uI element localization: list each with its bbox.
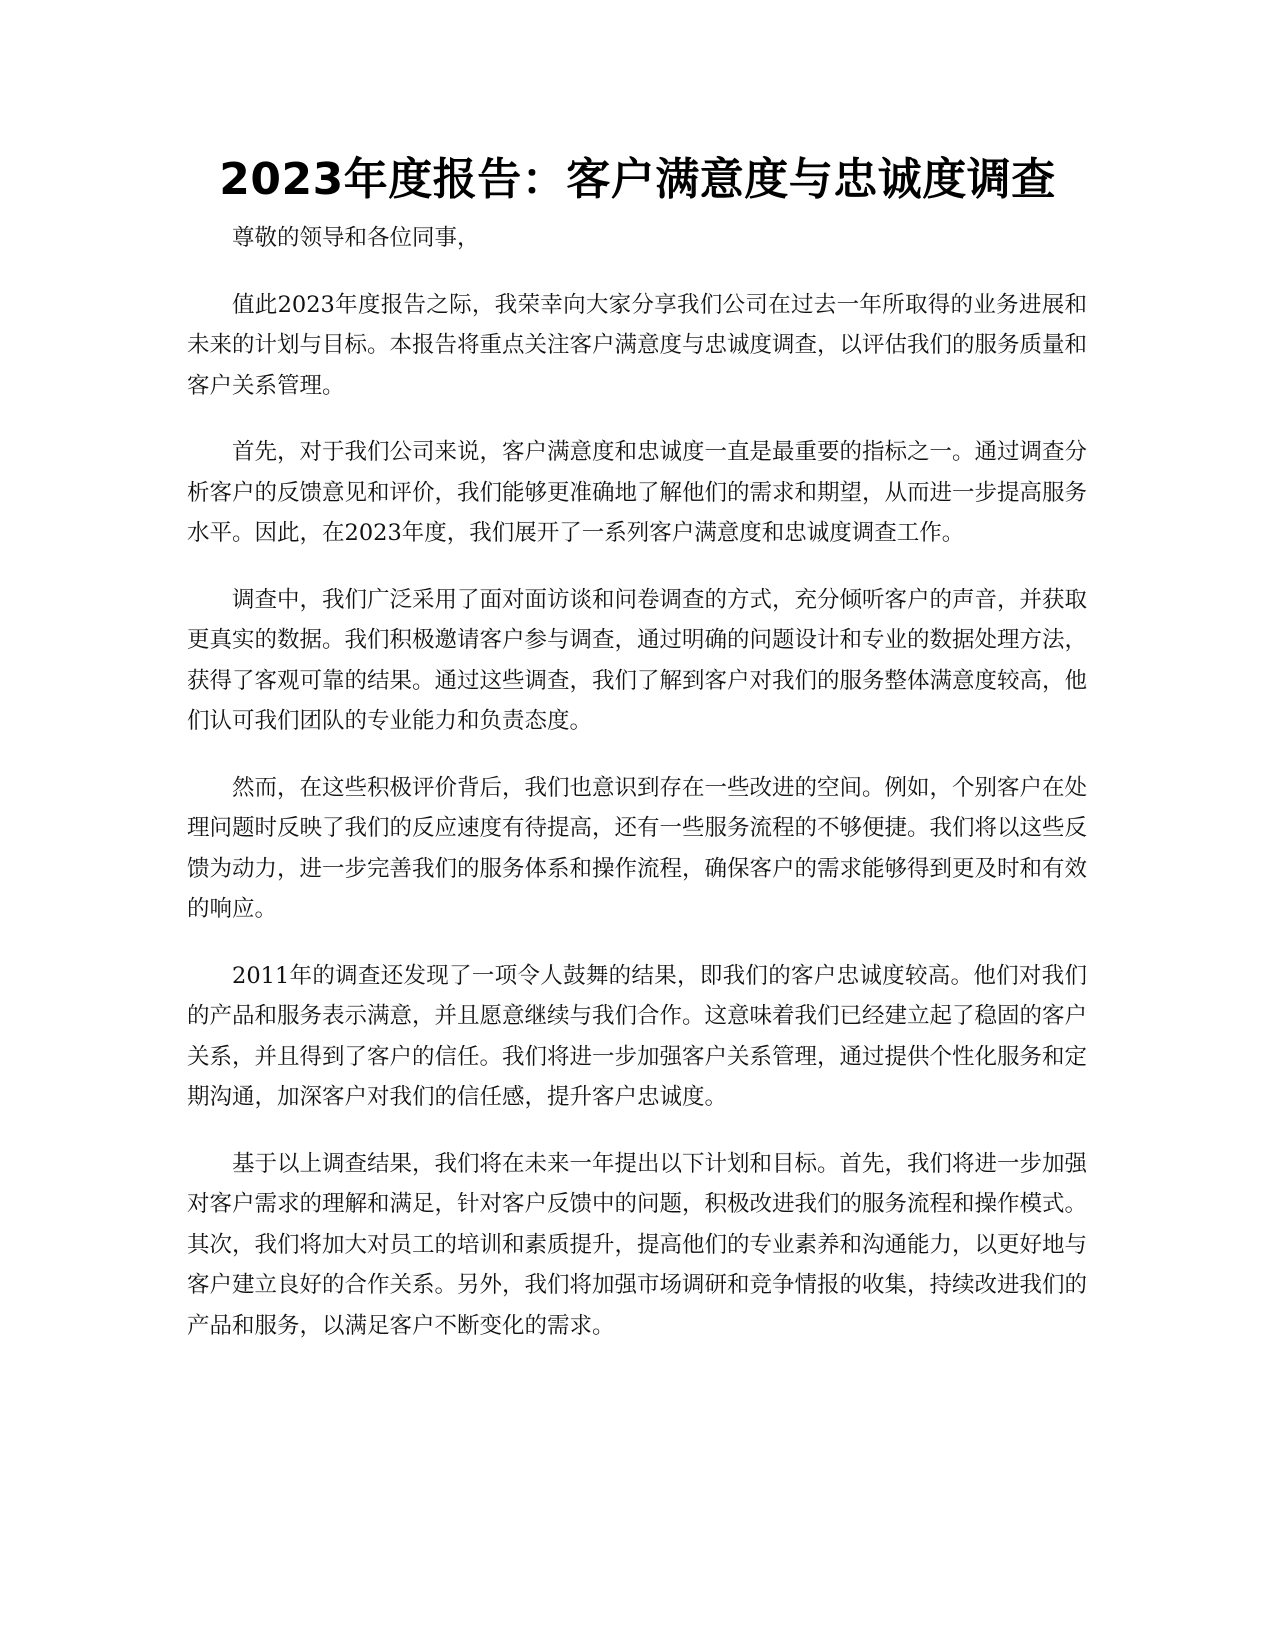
paragraph-plans: 基于以上调查结果，我们将在未来一年提出以下计划和目标。首先，我们将进一步加强对客户需求的理解和满足，针对客户反馈中的问题，积极改进我们的服务流程和操作模式。其次，我们将加大对员工的培训和素质提升，提高他们的专业素养和沟通能力，以更好地与客户建立良好的合作关系。另外，我们将加强市场调研和竞争情报的收集，持续改进我们的产品和服务，以满足客户不断变化的需求。: [187, 1150, 1088, 1339]
document-title: 2023年度报告：客户满意度与忠诚度调查: [219, 154, 1056, 205]
paragraph-introduction: 值此2023年度报告之际，我荣幸向大家分享我们公司在过去一年所取得的业务进展和未来的计划与目标。本报告将重点关注客户满意度与忠诚度调查，以评估我们的服务质量和客户关系管理。: [187, 291, 1088, 399]
paragraph-loyalty: 2011年的调查还发现了一项令人鼓舞的结果，即我们的客户忠诚度较高。他们对我们的产品和服务表示满意，并且愿意继续与我们合作。这意味着我们已经建立起了稳固的客户关系，并且得到了客户的信任。我们将进一步加强客户关系管理，通过提供个性化服务和定期沟通，加深客户对我们的信任感，提升客户忠诚度。: [187, 962, 1088, 1110]
paragraph-survey-method: 调查中，我们广泛采用了面对面访谈和问卷调查的方式，充分倾听客户的声音，并获取更真实的数据。我们积极邀请客户参与调查，通过明确的问题设计和专业的数据处理方法，获得了客观可靠的结果。通过这些调查，我们了解到客户对我们的服务整体满意度较高，他们认可我们团队的专业能力和负责态度。: [187, 586, 1088, 734]
paragraph-salutation: 尊敬的领导和各位同事，: [232, 225, 480, 251]
paragraph-importance: 首先，对于我们公司来说，客户满意度和忠诚度一直是最重要的指标之一。通过调查分析客户的反馈意见和评价，我们能够更准确地了解他们的需求和期望，从而进一步提高服务水平。因此，在2023年度，我们展开了一系列客户满意度和忠诚度调查工作。: [187, 439, 1088, 546]
document-body: [187, 218, 1087, 1372]
paragraph-improvement: 然而，在这些积极评价背后，我们也意识到存在一些改进的空间。例如，个别客户在处理问题时反映了我们的反应速度有待提高，还有一些服务流程的不够便捷。我们将以这些反馈为动力，进一步完善我们的服务体系和操作流程，确保客户的需求能够得到更及时和有效的响应。: [187, 774, 1088, 922]
